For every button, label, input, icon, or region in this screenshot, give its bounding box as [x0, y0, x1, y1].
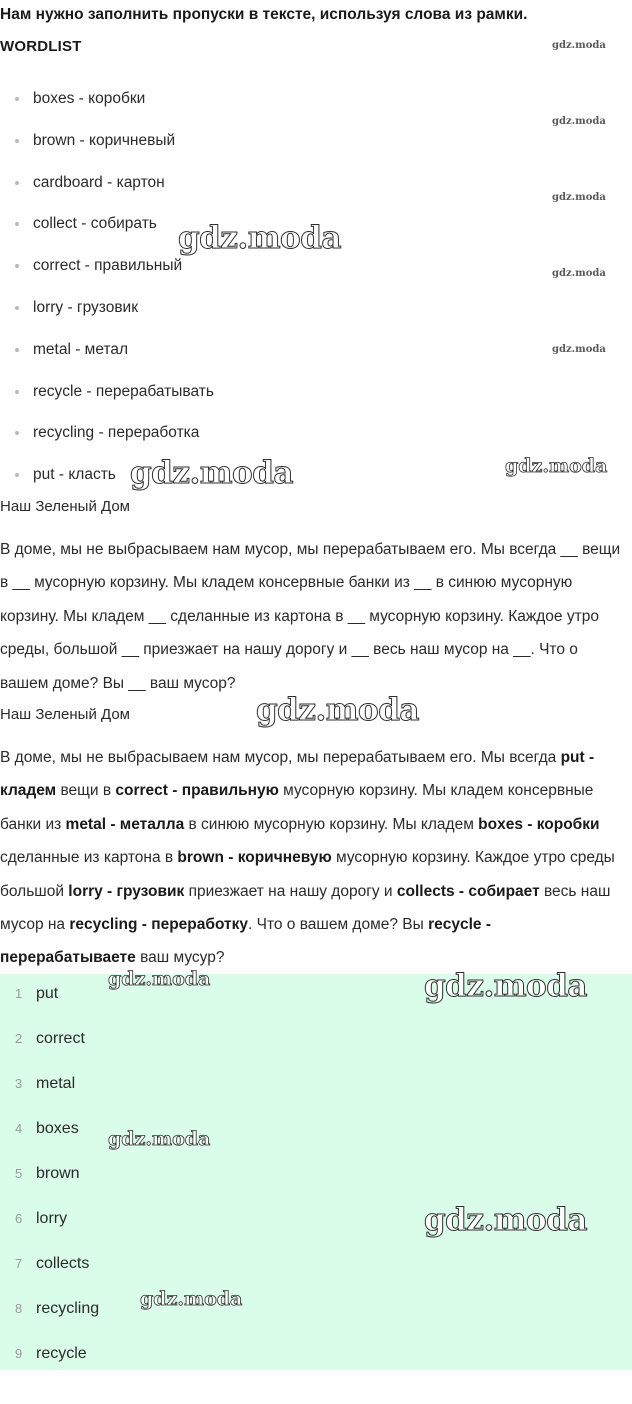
answer-highlight: collects - собирает: [396, 882, 540, 900]
answer-number: 4: [15, 1121, 23, 1136]
answer-number: 9: [15, 1346, 23, 1361]
wordlist-item: recycling - переработка: [0, 412, 214, 454]
answer-word: collects: [36, 1255, 90, 1272]
answer-number: 7: [15, 1256, 23, 1271]
task-instruction: Нам нужно заполнить пропуски в тексте, используя слова из рамки.: [0, 6, 528, 23]
wordlist-item: brown - коричневый: [0, 120, 214, 162]
wordlist-item: cardboard - картон: [0, 162, 214, 204]
answer-word: put: [36, 985, 59, 1002]
watermark: gdz.moda: [552, 192, 606, 203]
wordlist: [0, 78, 214, 496]
answer-highlight: recycling - переработку: [69, 916, 248, 934]
answer-number: 8: [15, 1301, 23, 1316]
answer-word: recycling: [36, 1300, 100, 1317]
watermark: gdz.moda: [130, 455, 293, 491]
watermark: gdz.moda: [140, 1288, 243, 1310]
answer-highlight: lorry - грузовик: [68, 882, 185, 900]
answer-number: 5: [15, 1166, 23, 1181]
answer-word: correct: [36, 1030, 85, 1047]
watermark: gdz.moda: [424, 968, 587, 1004]
wordlist-item: put - класть: [0, 454, 214, 496]
bullet-icon: [15, 222, 19, 226]
answer-number: 1: [15, 986, 23, 1001]
answer-highlight: put - кладем: [0, 749, 595, 800]
answer-word: recycle: [36, 1345, 87, 1362]
bullet-icon: [15, 473, 19, 477]
answer-number: 3: [15, 1076, 23, 1091]
wordlist-heading: WORDLIST: [0, 38, 82, 55]
answer-highlight: boxes - коробки: [478, 815, 600, 833]
gap-text-body: В доме, мы не выбрасываем нам мусор, мы перерабатываем его. Мы всегда __ вещи в __ мусорную корзину. Мы кладем консервные банки из __ в синюю мусорную корзину. Мы кладем __ сделанные из картона в __ мусорную корзину. Каждое утро среды, большой __ приезжает на нашу дорогу и __ весь наш мусор на __. Что о вашем доме? Вы __ ваш мусор?: [0, 541, 621, 692]
watermark: gdz.moda: [505, 455, 608, 477]
wordlist-item: metal - метал: [0, 329, 214, 371]
bullet-icon: [15, 139, 19, 143]
wordlist-item: recycle - перерабатывать: [0, 371, 214, 413]
watermark: gdz.moda: [424, 1202, 587, 1238]
bullet-icon: [15, 348, 19, 352]
watermark: gdz.moda: [178, 220, 341, 256]
watermark: gdz.moda: [256, 692, 419, 728]
answer-word: metal: [36, 1075, 76, 1092]
filled-text-title: Наш Зеленый Дом: [0, 706, 130, 723]
answer-number: 6: [15, 1211, 23, 1226]
watermark: gdz.moda: [552, 344, 606, 355]
watermark: gdz.moda: [552, 116, 606, 127]
watermark: gdz.moda: [108, 968, 211, 990]
bullet-icon: [15, 181, 19, 185]
answer-highlight: recycle - перерабатываете: [0, 916, 491, 967]
answer-highlight: correct - правильную: [115, 782, 279, 800]
bullet-icon: [15, 431, 19, 435]
bullet-icon: [15, 264, 19, 268]
wordlist-item: lorry - грузовик: [0, 287, 214, 329]
watermark: gdz.moda: [552, 268, 606, 279]
bullet-icon: [15, 390, 19, 394]
bullet-icon: [15, 306, 19, 310]
answer-highlight: brown - коричневую: [177, 849, 332, 867]
filled-text-body: В доме, мы не выбрасываем нам мусор, мы перерабатываем его. Мы всегда put - кладем вещи в correct - правильную мусорную корзину. Мы кладем консервные банки из metal - металла в синюю мусорную корзину. Мы кладем boxes - коробки сделанные из картона в brown - коричневую мусорную корзину. Каждое утро среды большой lorry - грузовик приезжает на нашу дорогу и collects - собирает весь наш мусор на recycling - переработку. Что о вашем доме? Вы recycle - перерабатываете ваш мусур?: [0, 749, 615, 967]
wordlist-item: correct - правильный: [0, 245, 214, 287]
answer-list-panel: [0, 974, 632, 1370]
wordlist-item: collect - собирать: [0, 203, 214, 245]
watermark: gdz.moda: [108, 1128, 211, 1150]
watermark: gdz.moda: [552, 40, 606, 51]
answer-word: brown: [36, 1165, 80, 1182]
answer-word: lorry: [36, 1210, 68, 1227]
answer-word: boxes: [36, 1120, 79, 1137]
answer-number: 2: [15, 1031, 23, 1046]
wordlist-item: boxes - коробки: [0, 78, 214, 120]
answer-highlight: metal - металла: [65, 815, 185, 833]
bullet-icon: [15, 97, 19, 101]
gap-text-title: Наш Зеленый Дом: [0, 498, 130, 515]
